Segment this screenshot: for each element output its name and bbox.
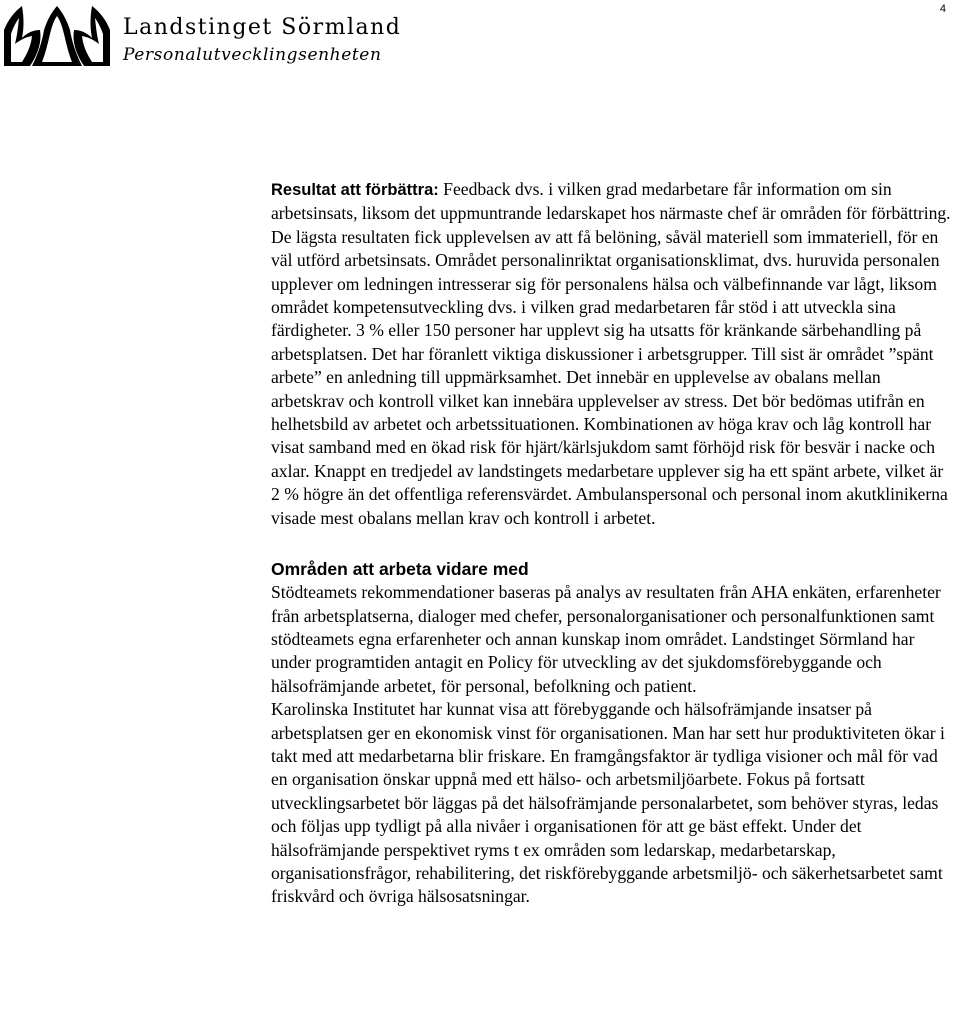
page-number: 4	[939, 3, 946, 15]
section-heading: Områden att arbeta vidare med	[271, 559, 529, 580]
document-body	[271, 178, 951, 909]
karolinska-paragraph: Karolinska Institutet har kunnat visa att förebyggande och hälsofrämjande insatser på arbetsplatsen ger en ekonomisk vinst för organisationen. Man har sett hur produktiviteten ökar i takt med att medarbetarna blir friskare. En framgångsfaktor är tydliga visioner och mål för vad en organisation önskar uppnå med ett hälso- och arbetsmiljöarbete. Fokus på fortsatt utvecklingsarbetet bör läggas på det hälsofrämjande personalarbetet, som behöver styras, ledas och följas upp tydligt på alla nivåer i organisationen för att ge bäst effekt. Under det hälsofrämjande perspektivet ryms t ex områden som ledarskap, medarbetarskap, organisationsfrågor, rehabilitering, det riskförebyggande arbetsmiljö- och säkerhetsarbetet samt friskvård och övriga hälsosatsningar.	[271, 699, 945, 907]
org-name: Landstinget Sörmland	[123, 15, 402, 40]
recommendations-paragraph: Stödteamets rekommendationer baseras på analys av resultaten från AHA enkäten, erfarenheter från arbetsplatserna, dialoger med chefer, personalorganisationer och personalfunktionen samt stödteamets egna erfarenheter och annan kunskap inom området. Landstinget Sörmland har under programtiden antagit en Policy för utveckling av det sjukdomsförebyggande och hälsofrämjande arbetet, för personal, befolkning och patient.	[271, 582, 941, 696]
page-header	[0, 0, 960, 80]
results-paragraph	[271, 178, 951, 530]
results-text: Feedback dvs. i vilken grad medarbetare får information om sin arbetsinsats, liksom det uppmuntrande ledarskapet hos närmaste chef är områden för förbättring. De lägsta resultaten fick upplevelsen av att få belöning, såväl materiell som immateriell, för en väl utförd arbetsinsats. Området personalinriktat organisationsklimat, dvs. huruvida personalen upplever om ledningen intresserar sig för personalens hälsa och välbefinnande var lågt, liksom området kompetensutveckling dvs. i vilken grad medarbetaren får stöd i att utveckla sina färdigheter. 3 % eller 150 personer har upplevt sig ha utsatts för kränkande särbehandling på arbetsplatsen. Det har föranlett viktiga diskussioner i arbetsgrupper. Till sist är området ”spänt arbete” en anledning till uppmärksamhet. Det innebär en upplevelse av obalans mellan arbetskrav och kontroll vilket kan innebära upplevelser av stress. Det bör bedömas utifrån en helhetsbild av arbetet och arbetssituationen. Kombinationen av höga krav och låg kontroll har visat samband med en ökad risk för hjärt/kärlsjukdom samt förhöjd risk för besvär i nacke och axlar. Knappt en tredjedel av landstingets medarbetare upplever sig ha ett spänt arbete, vilket är 2 % högre än det offentliga referensvärdet. Ambulanspersonal och personal inom akutklinikerna visade mest obalans mellan krav och kontroll i arbetet.	[271, 179, 951, 528]
results-lead: Resultat att förbättra:	[271, 181, 439, 199]
crown-icon	[2, 4, 112, 68]
org-unit: Personalutvecklingsenheten	[123, 45, 382, 65]
